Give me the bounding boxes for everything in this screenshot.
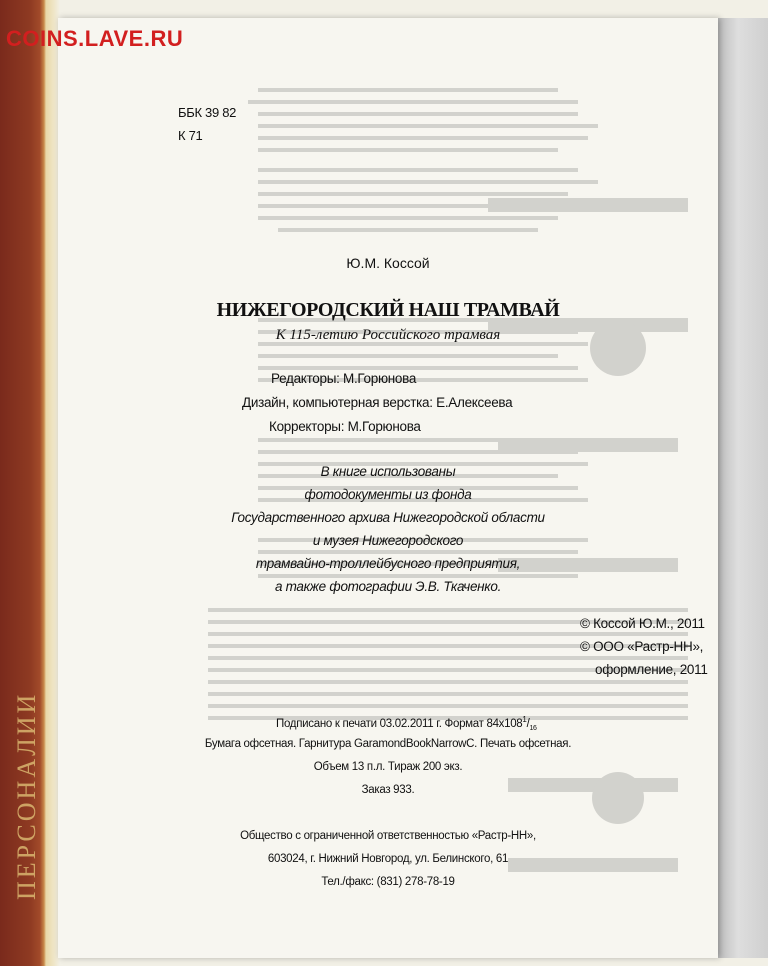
copyright-publisher: © ООО «Растр-НН», [580, 639, 704, 654]
author-mark: К 71 [178, 128, 203, 143]
publisher-address: 603024, г. Нижний Новгород, ул. Белинского, 61 [267, 853, 509, 865]
bbk-code: ББК 39 82 [178, 105, 237, 120]
book-title: НИЖЕГОРОДСКИЙ НАШ ТРАМВАЙ [216, 299, 560, 321]
source-note-line: фотодокументы из фонда [304, 487, 472, 502]
source-note-line: трамвайно-троллейбусного предприятия, [255, 556, 521, 571]
source-note-line: Государственного архива Нижегородской области [231, 510, 545, 525]
book-subtitle: К 115-летию Российского трамвая [275, 327, 501, 343]
site-watermark: COINS.LAVE.RU [6, 26, 184, 51]
source-note-line: и музея Нижегородского [312, 533, 464, 548]
imprint-volume: Объем 13 п.л. Тираж 200 экз. [313, 761, 463, 773]
design-credit: Дизайн, компьютерная верстка: Е.Алексеева [242, 395, 513, 410]
publisher-name: Общество с ограниченной ответственностью «Растр-НН», [240, 830, 536, 842]
editors-credit: Редакторы: М.Горюнова [271, 371, 417, 386]
copyright-design: оформление, 2011 [595, 662, 708, 677]
imprint-order: Заказ 933. [361, 784, 415, 796]
page-edge [718, 18, 768, 958]
source-note-line: а также фотографии Э.В. Ткаченко. [274, 579, 502, 594]
book-page [58, 18, 718, 958]
proofreaders-credit: Корректоры: М.Горюнова [269, 419, 421, 434]
author: Ю.М. Коссой [346, 255, 430, 271]
imprint-signed: Подписано к печати 03.02.2011 г. Формат $84x108^1/_{16}$ [276, 715, 537, 733]
imprint-paper: Бумага офсетная. Гарнитура GaramondBookNarrowC. Печать офсетная. [204, 738, 572, 750]
publisher-phone: Тел./факс: (831) 278-78-19 [321, 876, 455, 888]
source-note-line: В книге использованы [320, 464, 456, 479]
copyright-author: © Коссой Ю.М., 2011 [580, 616, 705, 631]
spine-text: ПЕРСОНАЛИИ [12, 691, 41, 900]
